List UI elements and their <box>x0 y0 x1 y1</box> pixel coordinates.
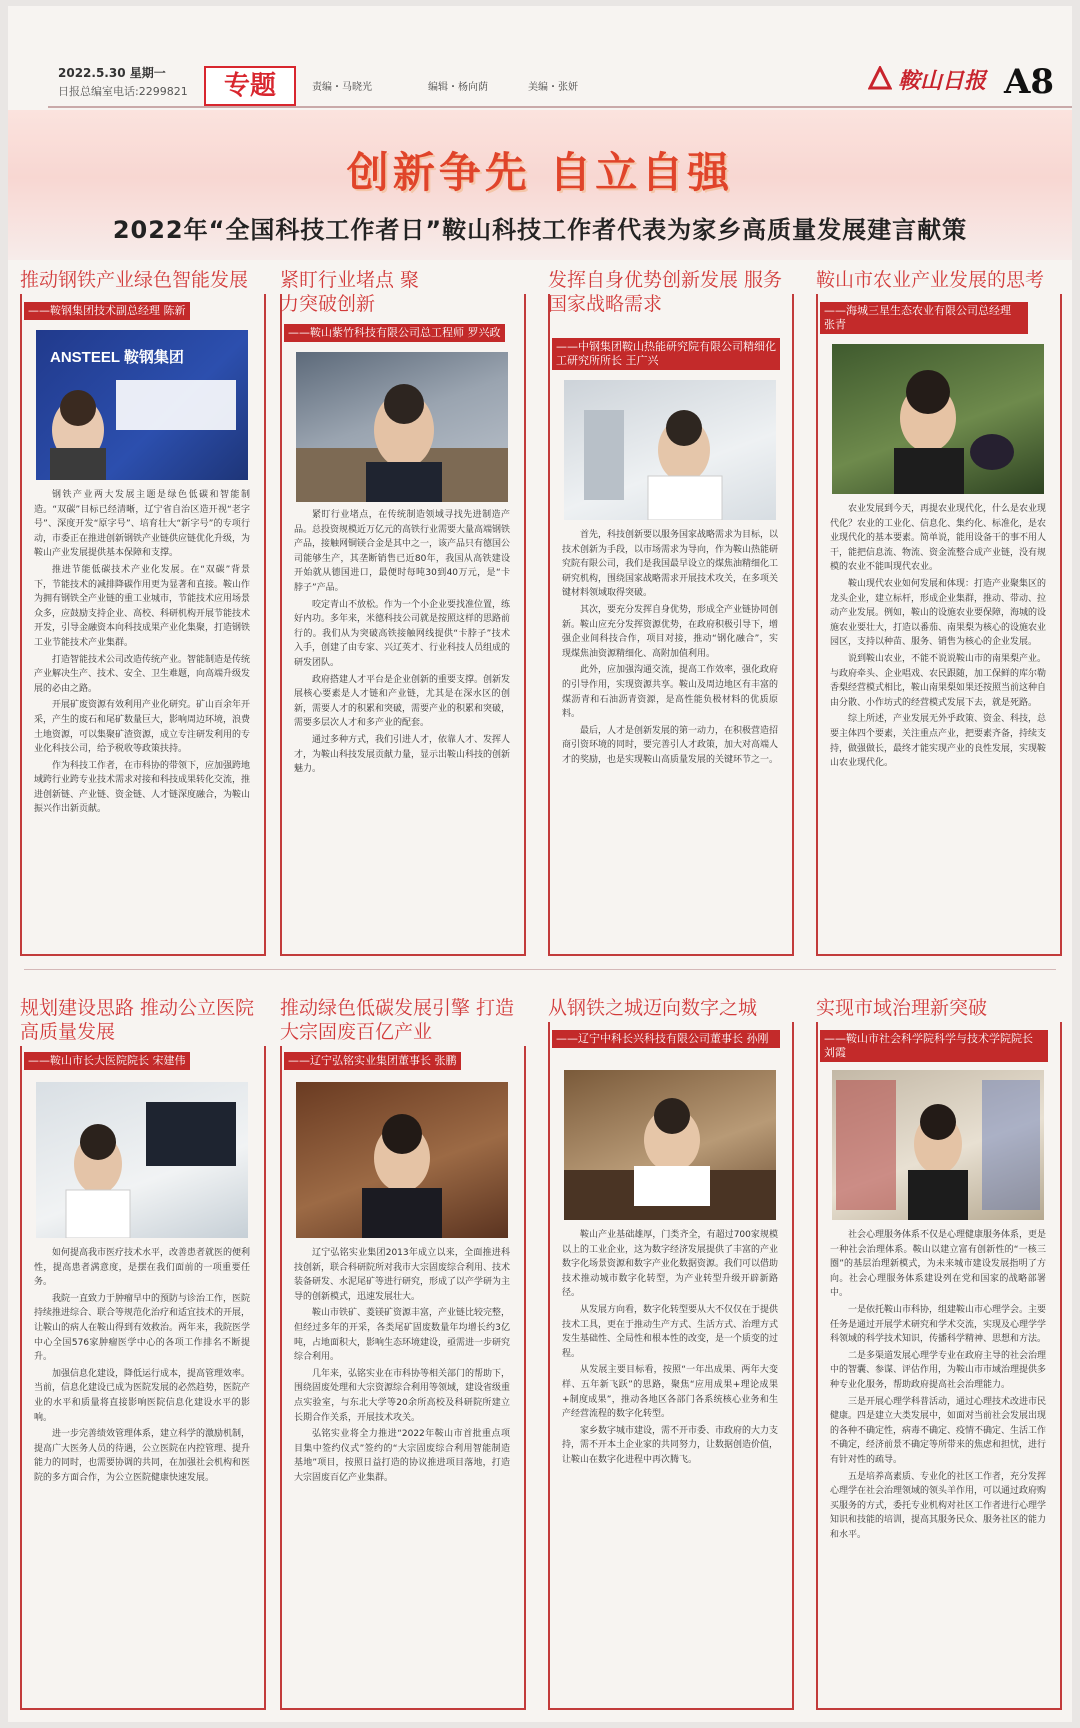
photo-caption: ANSTEEL 鞍钢集团 <box>50 349 184 366</box>
masthead-rule <box>48 106 1072 108</box>
article-hospital <box>20 996 266 1712</box>
page-number: A8 <box>1004 62 1055 102</box>
issue-date: 2022.5.30 星期一 <box>58 66 166 80</box>
article-steel-green <box>20 268 266 958</box>
article-body: 鞍山产业基础雄厚，门类齐全，有超过700家规模以上的工业企业，这为数字经济发展提供了丰富的产业数字化场景资源和数字产业化数据资源。我们可以借助技术推动城市数字化转型，为产业转型升级开辟新路径。 从发展方向看，数字化转型要从大不仅仅在于提供技术工具，更在于推动生产方式、生活方式、治理方式发生基础性、全局性和根本性的改变，是一个质变的过程。 从发展主要目标看，按照“一年出成果、两年大变样、五年新飞跃”的思路，聚焦“应用成果+理论成果+制度成果”，推动各地区各部门各系统核心业务和生产经营流程的数字化转型。 家乡数字城市建设，需不开市委、市政府的大力支持，需不开本土企业家的共同努力，让数据创造价值，让鞍山在数字化进程中再次腾飞。 <box>562 1230 778 1465</box>
masthead <box>8 6 1072 106</box>
article-byline: ——海城三星生态农业有限公司总经理 张青 <box>820 302 1028 334</box>
headline-banner <box>8 110 1072 260</box>
article-byline: ——中钢集团鞍山热能研究院有限公司精细化工研究所所长 王广兴 <box>552 338 780 370</box>
article-title: 发挥自身优势创新发展 服务国家战略需求 <box>548 269 783 315</box>
article-body: 如何提高我市医疗技术水平，改善患者就医的便利性，提高患者满意度，是摆在我们面前的一项重要任务。 我院一直致力于肿瘤早中的预防与诊治工作，医院持续推进综合、联合等规范化治疗和适宜技术的开展，让鞍山的病人在鞍山得到有效救治。两年来，我院医学中心全国576家肿瘤医学中心的各项工作排名不断提升。 加强信息化建设，降低运行成本，提高管理效率。当前，信息化建设已成为医院发展的必然趋势，医院产业的水平和质量将直接影响医院信息化建设水平的影响。 进一步完善绩效管理体系，建立科学的激励机制，提高广大医务人员的待遇，公立医院在内控管理、提升能力的同时，也需要协调的共同，在加强社会机构和医院的多方面合作，为公立医院健康快速发展。 <box>34 1248 250 1483</box>
article-national-strategy <box>548 268 794 958</box>
article-photo <box>832 1070 1044 1220</box>
article-photo <box>296 1082 508 1238</box>
article-title: 推动绿色低碳发展引擎 打造大宗固废百亿产业 <box>280 997 515 1043</box>
article-photo <box>564 1070 776 1220</box>
paper-logo-icon <box>868 66 892 92</box>
article-byline: ——鞍山市长大医院院长 宋建伟 <box>24 1052 190 1070</box>
editor-credit: 责编・马晓光 <box>312 82 372 93</box>
article-body: 辽宁弘铭实业集团2013年成立以来，全面推进科技创新，联合科研院所对我市大宗固废综合利用、技术装备研发、水泥尾矿等进行研究，形成了以产学研为主导的创新模式，迅速发展壮大。 鞍山市铁矿、菱镁矿资源丰富，产业链比较完整，但经过多年的开采，各类尾矿固废数量年均增长约3亿吨，占地面积大，影响生态环境建设，亟需进一步研究综合利用。 几年来，弘铭实业在市科协等相关部门的帮助下，围绕固废处理和大宗资源综合利用等领域，建设省级重点实验室，与东北大学等20余所高校及科研院所建立长期合作关系，开展技术攻关。 弘铭实业将全力推进“2022年鞍山市首批重点项目集中签约仪式”签约的“大宗固废综合利用智能制造基地”项目，按照日益打造的协议推进项目落地，打造大宗固废百亿产业集群。 <box>294 1248 510 1483</box>
article-title: 推动钢铁产业绿色智能发展 <box>20 269 249 291</box>
article-body: 农业发展到今天，再提农业现代化，什么是农业现代化？农业的工业化、信息化、集约化、标准化，是农业现代化的基本要素。简单说，能用设备干的事不用人干，能把信息流、物流、资金流整合成产业链，没有规模的农业不能叫现代农业。 鞍山现代农业如何发展和体现：打造产业聚集区的龙头企业，建立标杆，形成企业集群，推动、带动、拉动产业发展。例如，鞍山的设施农业要保障，海城的设施农业要壮大，打造以番茄、南果梨为核心的设施农业园区，支持以种苗、服务、销售为核心的企业发展。 说到鞍山农业，不能不说说鞍山市的南果梨产业。与政府牵头、企业唱戏、农民跟随，加工保鲜的库尔勒香梨经营模式相比，鞍山南果梨如果还按照当前这种自由分散、小作坊式的经营模式发展下去，就是死路。 综上所述，产业发展无外乎政策、资金、科技，总要主体四个要素，关注重点产业，把要素齐备，持续支持，做强做长，最终才能实现产业的良性发展，实现鞍山农业现代化。 <box>830 504 1046 769</box>
paper-name: 鞍山日报 <box>898 68 987 94</box>
banner-subtitle: 2022年“全国科技工作者日”鞍山科技工作者代表为家乡高质量发展建言献策 <box>112 216 968 244</box>
article-photo <box>36 1082 248 1238</box>
article-agriculture <box>816 268 1068 958</box>
newspaper-page <box>8 6 1072 1722</box>
article-byline: ——鞍山紫竹科技有限公司总工程师 罗兴政 <box>284 324 505 342</box>
article-body: 紧盯行业堵点，在传统制造领域寻找先进制造产品。总投资规模近万亿元的高铁行业需要大量高端钢铁产品，接触网铜镁合金是其中之一，该产品只有德国公司能够生产，其垄断销售已近80年，我国从高铁建设开始就从德国进口，最便时每吨30到40万元，是“卡脖子”产品。 咬定青山不放松。作为一个小企业要找准位置，练好内功。多年来，米德科技公司就是按照这样的思路前行的。我们从为突破高铁接触网线提供“卡脖子”技术入手，创建了由专家、兴辽英才、行业科技人员组成的研发团队。 政府搭建人才平台是企业创新的重要支撑。创新发展核心要素是人才链和产业链，尤其是在深水区的创新，需要人才的积累和突破，需要产业的积累和突破，需要多层次人才和多产业的配套。 通过多种方式，我们引进人才，依靠人才、发挥人才，为鞍山科技发展贡献力量，显示出鞍山科技的创新魅力。 <box>294 510 510 775</box>
article-title: 规划建设思路 推动公立医院高质量发展 <box>20 997 255 1043</box>
art-credit: 美编・张妍 <box>528 82 578 93</box>
section-label: 专题 <box>204 66 296 106</box>
article-photo <box>296 352 508 502</box>
article-solid-waste <box>280 996 526 1712</box>
article-industry-breakthrough <box>280 268 526 958</box>
article-byline: ——鞍钢集团技术副总经理 陈新 <box>24 302 190 320</box>
article-byline: ——鞍山市社会科学院科学与技术学院院长 刘霞 <box>820 1030 1048 1062</box>
editorial-phone: 日报总编室电话:2299821 <box>58 85 188 98</box>
article-body: 社会心理服务体系不仅是心理健康服务体系，更是一种社会治理体系。鞍山以建立富有创新性的“一核三圈”的基层治理新模式，为未来城市建设发展指明了方向。社会心理服务体系建设列在党和国家的战略部署中。 一是依托鞍山市科协，组建鞍山市心理学会。主要任务是通过开展学术研究和学术交流，实现及心理学学科领域的科学技术知识，传播科学精神、思想和方法。 二是多渠道发展心理学专业在政府主导的社会治理中的智囊、参谋、评估作用，为鞍山市市域治理提供多种专业化服务，帮助政府提高社会治理能力。 三是开展心理学科普活动，通过心理技术改进市民健康。四是建立大类发展中，如面对当前社会发展出现的各种不确定性，病毒不确定、疫情不确定、生活工作不确定，经济前景不确定等所带来的焦虑和担忧，进行有针对性的疏导。 五是培养高素质、专业化的社区工作者，充分发挥心理学在社会治理领域的领头羊作用，可以通过政府购买服务的方式，委托专业机构对社区工作者进行心理学知识和技能的培训，提高其服务民众、服务社区的能力和水平。 <box>830 1230 1046 1540</box>
article-body: 首先，科技创新要以服务国家战略需求为目标，以技术创新为手段，以市场需求为导向，作为鞍山热能研究院有限公司，我们是我国最早设立的煤焦油精细化工研究机构，围绕国家战略需求开展技术攻关，在多项关键材料领域取得突破。 其次，要充分发挥自身优势，形成全产业链协同创新。鞍山应充分发挥资源优势，在政府积极引导下，增强企业间科技合作，项目对接，推动“钢化融合”，实现煤焦油资源精细化、高附加值利用。 此外，应加强沟通交流，提高工作效率，强化政府的引导作用，实现资源共享。鞍山及周边地区有丰富的煤沥青和石油沥青资源，是高性能负极材料的优质原料。 最后，人才是创新发展的第一动力，在积极营造招商引资环境的同时，要完善引人才政策，加大对高端人才的奖励，也是实现鞍山高质量发展的关键环节之一。 <box>562 530 778 765</box>
article-byline: ——辽宁弘铭实业集团董事长 张鹏 <box>284 1052 461 1070</box>
article-title: 紧盯行业堵点 聚力突破创新 <box>280 269 420 315</box>
article-governance <box>816 996 1068 1712</box>
article-photo <box>832 344 1044 494</box>
article-body: 钢铁产业两大发展主题是绿色低碳和智能制造。“双碳”目标已经清晰，辽宁省自治区造开视“老字号”、深度开发“原字号”、培育壮大“新字号”的专项行动，市委正在推进创新钢铁产业链供应链优化升级，为鞍山产业发展提供基本保障和支撑。 推进节能低碳技术产业化发展。在“双碳”背景下，节能技术的减排降碳作用更为显著和直接。鞍山作为拥有钢铁全产业链的重工业城市，节能技术应用场景众多，应鼓励支持企业、高校、科研机构开展节能技术开发，引导金融资本向科技成果产业化集聚，打造钢铁工业节能技术产业集群。 打造智能技术公司改造传统产业。智能制造是传统产业解决生产、技术、安全、卫生难题，向高端升级发展的必由之路。 开展矿废资源有效利用产业化研究。矿山百余年开采，产生的废石和尾矿数量巨大，影响周边环境，浪费土地资源，可以集聚矿渣资源，成立专注研发利用的专业化科技公司，给予税收等政策扶持。 作为科技工作者，在市科协的带领下，应加强跨地域跨行业跨专业技术需求对接和科技成果转化交流，推进创新链、产业链、资金链、人才链深度融合，为鞍山振兴作出新贡献。 <box>34 490 250 815</box>
article-byline: ——辽宁中科长兴科技有限公司董事长 孙刚 <box>552 1030 780 1048</box>
article-photo <box>36 330 248 480</box>
article-title: 实现市域治理新突破 <box>816 997 988 1019</box>
layout-credit: 编辑・杨向荫 <box>428 82 488 93</box>
banner-slogan: 创新争先 自立自强 <box>346 148 734 197</box>
article-digital-city <box>548 996 794 1712</box>
article-photo <box>564 380 776 520</box>
article-title: 从钢铁之城迈向数字之城 <box>548 997 758 1019</box>
row-divider <box>24 969 1056 970</box>
article-title: 鞍山市农业产业发展的思考 <box>816 269 1045 291</box>
